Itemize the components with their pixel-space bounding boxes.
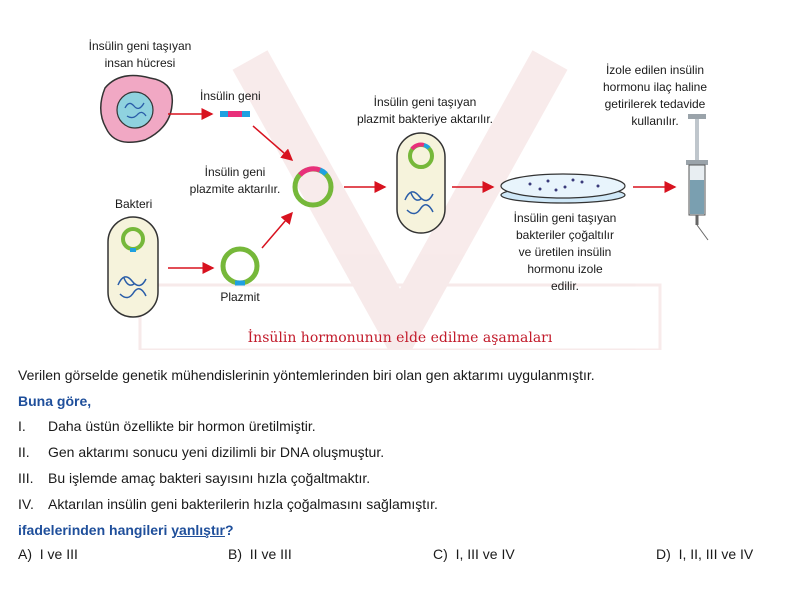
option-text: I, III ve IV bbox=[455, 546, 515, 562]
diagram-caption: İnsülin hormonunun elde edilme aşamaları bbox=[247, 330, 553, 346]
drug-label: İzole edilen insülin hormonu ilaç haline getirilerek tedavide kullanılır. bbox=[602, 63, 708, 128]
option-letter: D) bbox=[656, 546, 671, 562]
plasmid-to-bacteria-label: İnsülin geni taşıyan plazmit bakteriye aktarılır. bbox=[356, 95, 494, 126]
statement-3 bbox=[18, 468, 370, 488]
syringe-icon bbox=[686, 114, 708, 240]
option-text: I, II, III ve IV bbox=[678, 546, 754, 562]
plasmid-label: Plazmit bbox=[220, 290, 260, 304]
plasmid-icon bbox=[223, 249, 257, 283]
bacterium-icon bbox=[108, 217, 158, 317]
statement-number: IV. bbox=[18, 496, 34, 512]
option-text: II ve III bbox=[249, 546, 292, 562]
option-letter: B) bbox=[228, 546, 242, 562]
statement-text: Gen aktarımı sonucu yeni dizilimli bir DNA oluşmuştur. bbox=[48, 444, 385, 460]
option-letter: A) bbox=[18, 546, 32, 562]
option-c[interactable] bbox=[433, 546, 515, 562]
question-stem: Verilen görselde genetik mühendislerinin yöntemlerinden biri olan gen aktarımı uygulanmıştır. bbox=[18, 367, 595, 383]
statement-number: II. bbox=[18, 444, 30, 460]
human-cell-label: İnsülin geni taşıyan insan hücresi bbox=[88, 39, 192, 70]
insulin-gene-icon bbox=[220, 111, 250, 117]
bacteria-label: Bakteri bbox=[115, 197, 153, 211]
option-a[interactable] bbox=[18, 546, 78, 562]
option-b[interactable] bbox=[228, 546, 292, 562]
petri-dish-icon bbox=[501, 174, 625, 203]
culture-label: İnsülin geni taşıyan bakteriler çoğaltılır ve üretilen insülin hormonu izole edilir. bbox=[513, 211, 617, 293]
statement-text: Bu işlemde amaç bakteri sayısını hızla çoğaltmaktır. bbox=[48, 470, 371, 486]
gene-to-plasmid-label: İnsülin geni plazmite aktarılır. bbox=[189, 165, 281, 196]
insulin-gene-label: İnsülin geni bbox=[200, 89, 261, 103]
statement-number: I. bbox=[18, 418, 26, 434]
prompt-end: ? bbox=[224, 522, 234, 538]
statement-2 bbox=[18, 442, 384, 462]
statement-text: Daha üstün özellikte bir hormon üretilmiştir. bbox=[48, 418, 316, 434]
statement-number: III. bbox=[18, 470, 34, 486]
question-lead: Buna göre, bbox=[18, 393, 92, 409]
question-prompt bbox=[18, 520, 234, 540]
statement-text: Aktarılan insülin geni bakterilerin hızla çoğalmasını sağlamıştır. bbox=[48, 496, 438, 512]
statement-1 bbox=[18, 416, 316, 436]
statement-4 bbox=[18, 494, 438, 514]
option-letter: C) bbox=[433, 546, 448, 562]
human-cell-icon bbox=[101, 76, 173, 143]
option-text: I ve III bbox=[39, 546, 78, 562]
prompt-underlined: yanlıştır bbox=[171, 522, 225, 538]
recombinant-bacterium-icon bbox=[397, 133, 445, 233]
prompt-text: ifadelerinden hangileri bbox=[18, 522, 172, 538]
option-d[interactable] bbox=[656, 546, 753, 562]
